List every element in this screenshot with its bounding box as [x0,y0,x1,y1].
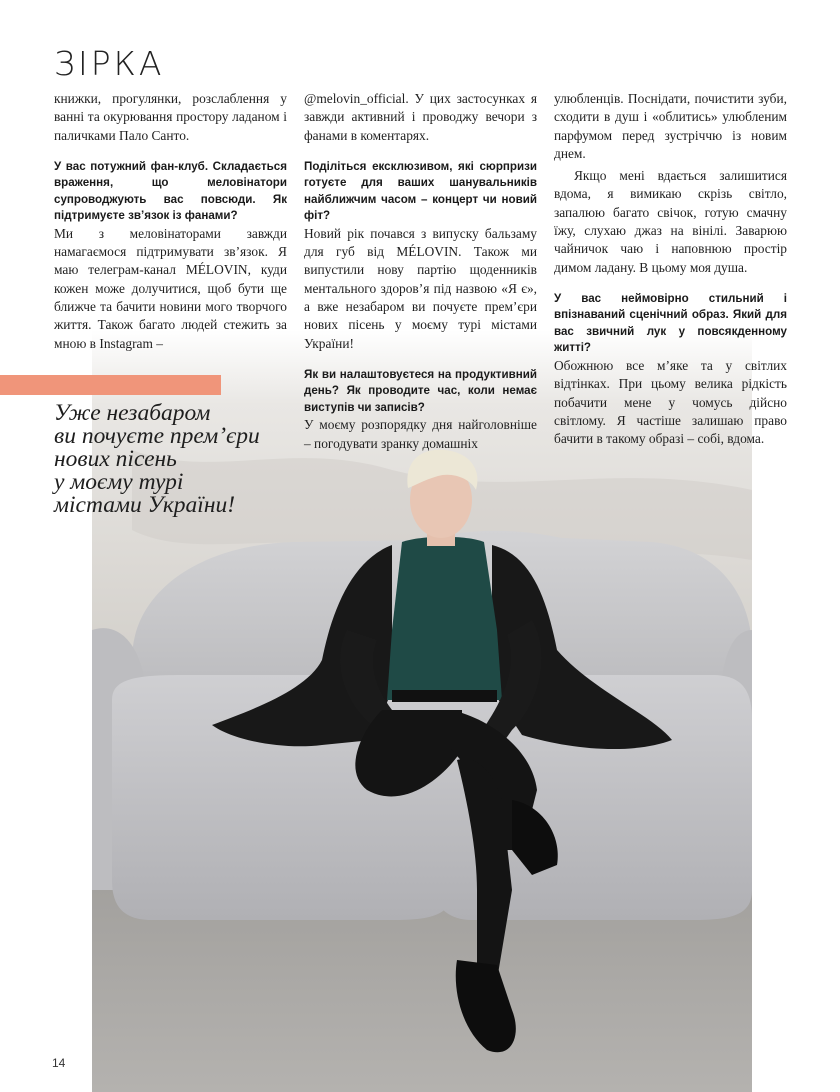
interview-question: У вас неймовірно стильний і впізнаваний сценічний образ. Який для вас звичний лук у повсякденному житті? [554,291,787,355]
pull-quote-line: ви почуєте прем’єри [54,423,260,449]
interview-question: У вас потужний фан-клуб. Складається враження, що меловінатори супроводжують вас повсюди. Як підтримуєте зв’язок із фанами? [54,159,287,223]
text-column-3 [554,90,787,448]
answer-paragraph: книжки, прогулянки, розслаблення у ванні та окурювання простору ладаном і паличками Пало Санто. [54,91,287,143]
pull-quote-line: нових пісень [54,446,177,472]
text-column-2 [304,90,537,453]
pull-quote [54,402,304,517]
answer-paragraph: Якщо мені вдається залишитися вдома, я вимикаю скрізь світло, запалюю багато свічок, готую смачну їжу, слухаю джаз на вінілі. Заварюю чайничок чаю і наповнюю простір димом ладану. В цьому моя душа. [554,168,787,275]
interview-question: Поділіться ексклюзивом, які сюрпризи готуєте для ваших шанувальників найближчим часом – концерт чи новий фіт? [304,159,537,223]
answer-paragraph: Обожнюю все м’яке та у світлих відтінках. При цьому велика рідкість побачити мене у чомусь дійсно світлому. Я частіше залишаю право бачити в такому образі – собі, вдома. [554,357,787,447]
pull-quote-line: у моєму турі [54,469,184,495]
floor [92,890,752,1092]
shirt [387,537,502,700]
text-column-1 [54,90,287,353]
answer-paragraph: У моєму розпорядку дня найголовніше – погодувати зранку домашніх [304,417,537,451]
answer-paragraph: Новий рік почався з випуску бальзаму для губ від MÉLOVIN. Також ми випустили нову партію щоденників ментального здоров’я під назвою «Я є», а вже незабаром ви почуєте прем’єри нових пісень у моєму турі містами України! [304,225,537,351]
answer-paragraph: улюбленців. Поснідати, почистити зуби, сходити в душ і «облитись» улюбленим парфумом перед зустріччю із новим днем. [554,91,787,161]
section-title: ЗІРКА [54,44,165,83]
pull-quote-line: містами України! [54,492,236,518]
pull-quote-line: Уже незабаром [54,400,211,426]
interview-question: Як ви налаштовуєтеся на продуктивний день? Як проводите час, коли немає виступів чи записів? [304,367,537,414]
accent-bar [0,375,221,395]
page-number: 14 [52,1056,66,1070]
answer-paragraph: Ми з меловінаторами завжди намагаємося підтримувати зв’язок. Я маю телеграм-канал MÉLOVIN, куди кожен може долучитися, щоб бути ще ближче та бачити новини мого творчого життя. Також багато людей стежить за мною в Instagram – [54,225,287,351]
answer-paragraph: @melovin_official. У цих застосунках я завжди активний і проводжу вечори з фанами в коментарях. [304,91,537,143]
